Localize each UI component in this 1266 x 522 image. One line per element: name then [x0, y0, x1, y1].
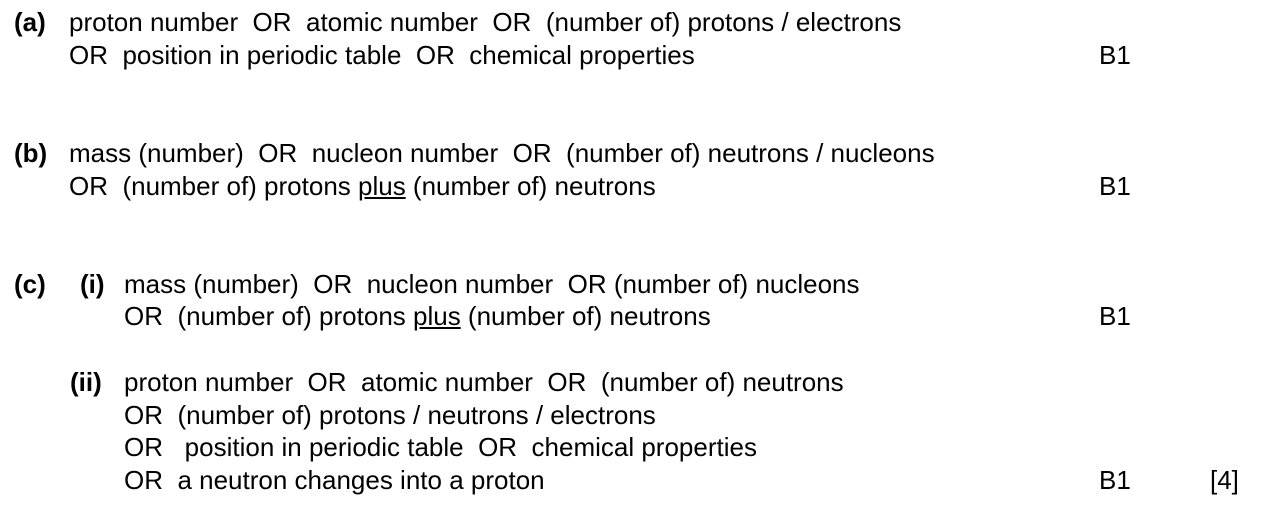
part-a-line-2: OR position in periodic table OR chemical properties — [69, 40, 695, 70]
part-c-i-line-2 — [124, 301, 711, 331]
part-c-i-label: (i) — [80, 269, 105, 299]
part-c-i-line-2-start: OR (number of) protons — [124, 301, 413, 331]
part-c-i-mark: B1 — [1099, 301, 1131, 331]
part-b-line-2-start: OR (number of) protons — [69, 171, 358, 201]
part-c-ii-line-4: OR a neutron changes into a proton — [124, 465, 545, 495]
part-b-underlined-plus: plus — [358, 171, 406, 201]
part-b-line-2 — [69, 171, 656, 201]
part-c-ii-mark: B1 — [1099, 465, 1131, 495]
part-c-i-line-2-end: (number of) neutrons — [460, 301, 711, 331]
part-c-ii-line-3: OR position in periodic table OR chemical properties — [124, 432, 757, 462]
part-b-line-2-end: (number of) neutrons — [405, 171, 656, 201]
part-c-ii-label: (ii) — [70, 367, 102, 397]
part-c-ii-line-1: proton number OR atomic number OR (number of) neutrons — [124, 367, 844, 397]
total-marks: [4] — [1210, 465, 1239, 495]
part-c-label: (c) — [14, 269, 46, 299]
part-c-ii-line-2: OR (number of) protons / neutrons / electrons — [124, 400, 656, 430]
part-c-i-underlined-plus: plus — [413, 301, 461, 331]
part-c-i-line-1: mass (number) OR nucleon number OR (number of) nucleons — [124, 269, 860, 299]
part-b-line-1: mass (number) OR nucleon number OR (number of) neutrons / nucleons — [69, 138, 935, 168]
part-b-mark: B1 — [1099, 171, 1131, 201]
part-a-label: (a) — [14, 7, 46, 37]
part-b-label: (b) — [14, 138, 48, 168]
part-a-mark: B1 — [1099, 40, 1131, 70]
part-a-line-1: proton number OR atomic number OR (number of) protons / electrons — [69, 7, 902, 37]
